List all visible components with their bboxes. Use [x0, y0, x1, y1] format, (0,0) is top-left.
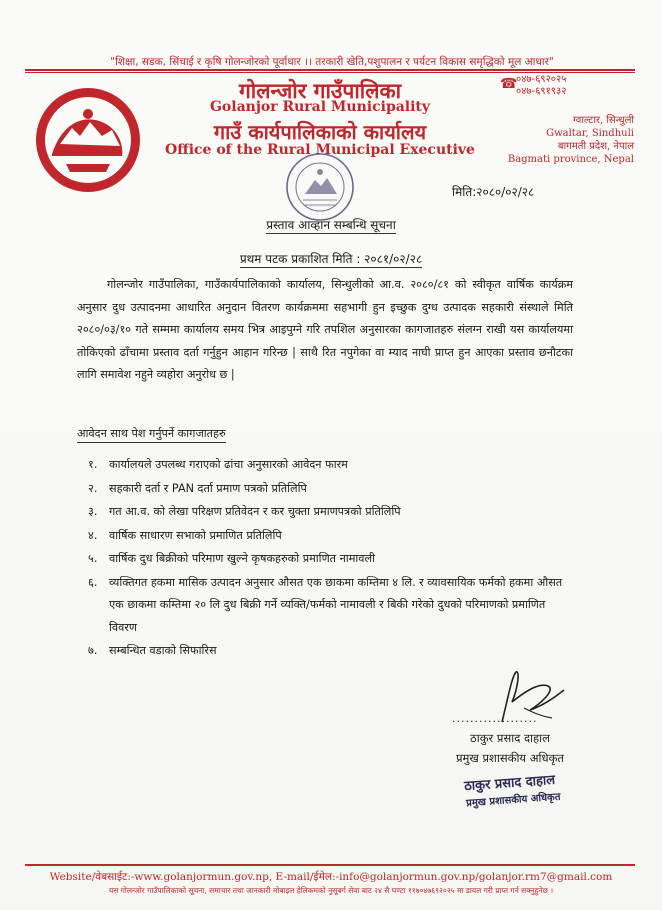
phone-1: ०४७-६९२०२५: [516, 74, 567, 85]
subject-text: प्रस्ताव आव्हान सम्बन्धि सूचना: [266, 218, 396, 232]
header-rule-top: [25, 69, 635, 71]
signatory-name: ठाकुर प्रसाद दाहाल: [470, 731, 550, 745]
subject-line: [0, 216, 662, 233]
province-nepali: बागमती प्रदेश, नेपाल: [557, 141, 634, 152]
slogan: "शिक्षा, सडक, सिंचाई र कृषि गोलन्जोरको पूर्वाधार ।। तरकारी खेति,पशुपालन र पर्यटन विकास समृद्धिको मूल आधार": [110, 56, 554, 68]
address-nepali: ग्वाल्टार, सिन्धुली: [572, 115, 634, 126]
phone-numbers: [516, 74, 566, 98]
phone-icon: ☎: [500, 76, 518, 92]
list-item: १. कार्यालयले उपलब्ध गराएको ढांचा अनुसारको आवेदन फारम: [88, 458, 348, 471]
municipality-name-nepali: गोलन्जोर गाउँपालिका: [238, 78, 402, 103]
list-item: ५. वार्षिक दुध बिक्रीको परिमाण खुल्ने कृषकहरुको प्रमाणित नामावली: [88, 552, 375, 565]
footer-web-email: Website/वेबसाईट:-www.golanjormun.gov.np, E-mail/ईमेल:-info@golanjormun.gov.np/golanjor.rm7@gmail.com: [49, 871, 613, 883]
municipality-name-english: Golanjor Rural Municipality: [209, 99, 431, 115]
signature-dots: ...................: [452, 712, 538, 725]
phone-2: ०४७-६९१९३२: [516, 86, 567, 97]
list-item: ३. गत आ.व. को लेखा परिक्षण प्रतिवेदन र कर चुक्ता प्रमाणपत्रको प्रतिलिपि: [88, 505, 401, 518]
letter-date: मिति:२०८०/०२/२८: [452, 185, 535, 199]
signatory-title: प्रमुख प्रशासकीय अधिकृत: [456, 751, 564, 765]
footer-rule: [25, 864, 635, 866]
body-paragraph: गोलन्जोर गाउँपालिका, गाउँकार्यपालिकाको कार्यालय, सिन्धुलीको आ.व. २०८०/८१ को स्वीकृत वार्षिक कार्यक्रम अनुसार दुध उत्पादनमा आधारित अनुदान वितरण कार्यक्रममा सहभागी हुन इच्छुक दुग्ध उत्पादक सहकारी संस्थाले मिति २०८०/०३/१० गते सम्ममा कार्यालय समय भित्र आइपुग्ने गरि तपशिल अनुसारका कागजातहरु संलग्न राखी यस कार्यालयमा तोकिएको ढाँचामा प्रस्ताव दर्ता गर्नुहुन आहान गरिन्छ | साथै रित नपुगेका वा म्याद नाघी प्राप्त हुन आएका प्रस्ताव छनौटका लागि समावेश नहुने व्यहोरा अनुरोध छ |: [77, 278, 573, 381]
list-item: ६. व्यक्तिगत हकमा मासिक उत्पादन अनुसार औसत एक छाकमा कम्तिमा ४ लि. र व्यावसायिक फर्मको हकमा औसत एक छाकमा कम्तिमा २० लि दुध बिक्री गर्ने व्यक्ति/फर्मको नामावली र बिकी गरेको दुधको परिमाणको प्रमाणित विवरण: [88, 575, 563, 634]
published-date-text: प्रथम पटक प्रकाशित मिति : २०८१/०२/२८: [239, 252, 423, 266]
address-block: [484, 114, 634, 166]
address-english: Gwaltar, Sindhuli: [546, 128, 634, 139]
emblem-icon: [32, 84, 144, 196]
header-rule-thin: [25, 72, 635, 73]
documents-list: [88, 454, 568, 664]
documents-heading: आवेदन साथ पेश गर्नुपर्ने कागजातहरु: [77, 426, 226, 443]
list-item: २. सहकारी दर्ता र PAN दर्ता प्रमाण पत्रको प्रतिलिपि: [88, 481, 307, 495]
office-name-english: Office of the Rural Municipal Executive: [165, 142, 475, 158]
name-stamp: ठाकुर प्रसाद दाहाल: [463, 772, 556, 795]
list-item: ४. वार्षिक साधारण सभाको प्रमाणित प्रतिलिपि: [88, 528, 282, 542]
published-date: [0, 250, 662, 267]
office-stamp-icon: [283, 150, 357, 224]
province-english: Bagmati province, Nepal: [507, 154, 634, 165]
footer-note: यस गोलन्जोर गाउँपालिकाको सूचना, समाचार तथा जानकारी मोबाइल हेलिकमको नुसूबर्ग सेवा बाट २४ सै घण्टा ११७०४७६९२०२५ मा डायल गरी प्राप्त गर्न सक्नुहुनेछ ।: [108, 886, 554, 895]
office-name-nepali: गाउँ कार्यपालिकाको कार्यालय: [213, 120, 427, 144]
title-stamp: प्रमुख प्रशासकीय अधिकृत: [465, 791, 561, 810]
list-item: ७. सम्बन्धित वडाको सिफारिस: [88, 644, 217, 657]
